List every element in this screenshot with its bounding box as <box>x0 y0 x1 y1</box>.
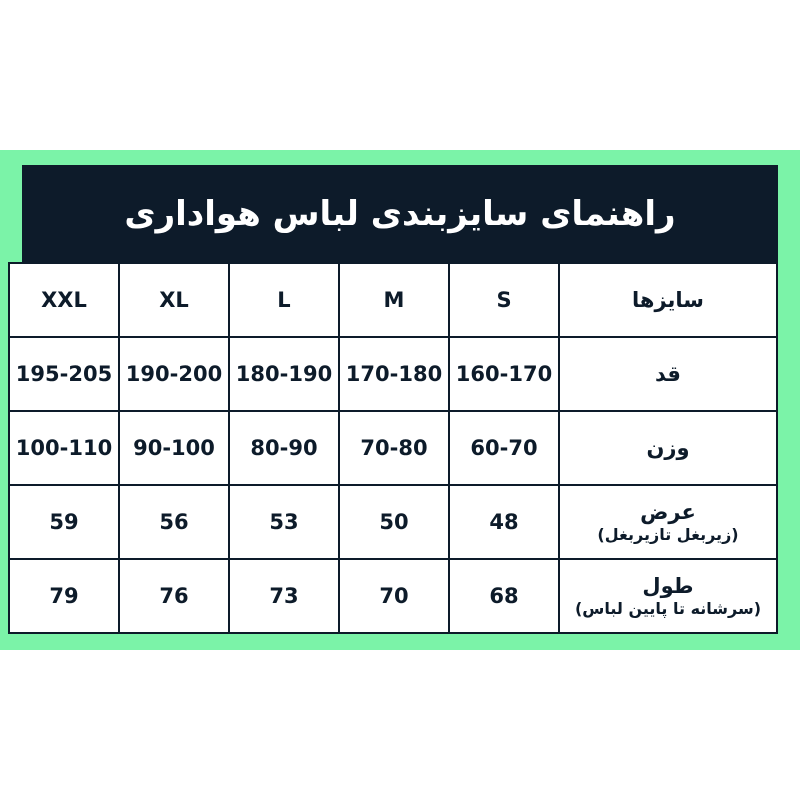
table-cell: 70-80 <box>339 411 449 485</box>
table-cell: 190-200 <box>119 337 229 411</box>
size-table <box>8 262 778 634</box>
table-cell: 68 <box>449 559 559 633</box>
table-cell: 70 <box>339 559 449 633</box>
table-cell: 80-90 <box>229 411 339 485</box>
table-row <box>9 485 777 559</box>
table-cell: 170-180 <box>339 337 449 411</box>
table-row <box>9 337 777 411</box>
size-guide-inner <box>15 165 778 623</box>
table-row <box>9 411 777 485</box>
table-cell: 76 <box>119 559 229 633</box>
table-cell: 90-100 <box>119 411 229 485</box>
row-label: سایزها <box>559 263 777 337</box>
table-cell: 195-205 <box>9 337 119 411</box>
row-label: قد <box>559 337 777 411</box>
table-cell: S <box>449 263 559 337</box>
table-cell: 79 <box>9 559 119 633</box>
table-cell: 48 <box>449 485 559 559</box>
table-cell: 53 <box>229 485 339 559</box>
table-cell: XXL <box>9 263 119 337</box>
table-cell: M <box>339 263 449 337</box>
table-cell: 100-110 <box>9 411 119 485</box>
row-label-sub: (زیربغل تازیربغل) <box>597 525 739 545</box>
size-guide-frame <box>0 150 800 650</box>
row-label <box>559 559 777 633</box>
table-cell: 60-70 <box>449 411 559 485</box>
table-cell: 50 <box>339 485 449 559</box>
table-cell: 180-190 <box>229 337 339 411</box>
title-bar <box>22 165 778 262</box>
row-label-main: عرض <box>640 499 696 524</box>
row-label <box>559 485 777 559</box>
table-cell: L <box>229 263 339 337</box>
row-label-main: طول <box>642 573 694 598</box>
table-cell: XL <box>119 263 229 337</box>
table-cell: 59 <box>9 485 119 559</box>
table-row <box>9 263 777 337</box>
row-label-sub: (سرشانه تا پایین لباس) <box>574 599 762 619</box>
page-title: راهنمای سایزبندی لباس هواداری <box>124 193 676 234</box>
table-cell: 73 <box>229 559 339 633</box>
table-cell: 160-170 <box>449 337 559 411</box>
table-cell: 56 <box>119 485 229 559</box>
table-row <box>9 559 777 633</box>
row-label: وزن <box>559 411 777 485</box>
